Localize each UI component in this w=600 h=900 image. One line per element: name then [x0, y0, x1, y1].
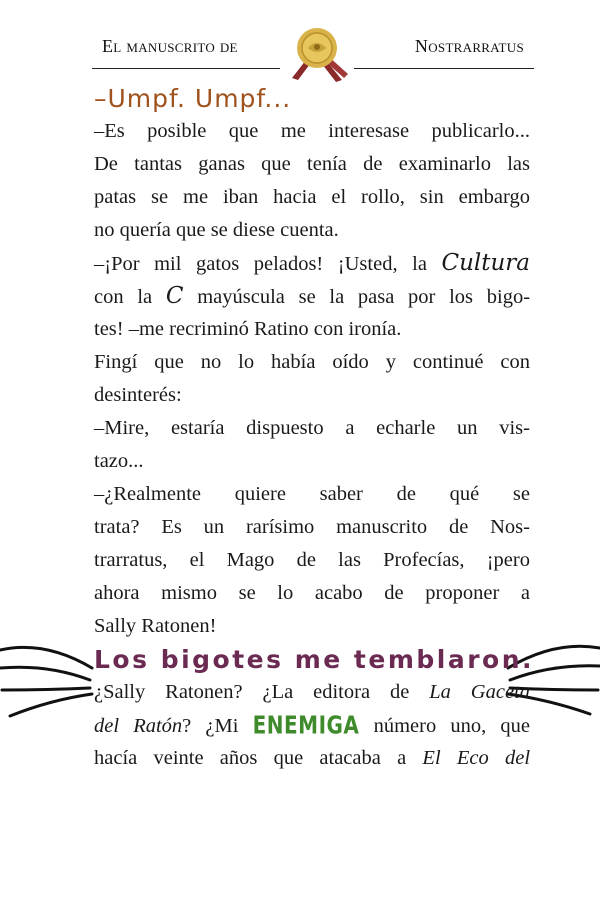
text-line: –Mire, estaría dispuesto a echarle un vis- [94, 417, 530, 439]
text-line [94, 247, 530, 280]
text-line [94, 280, 530, 313]
raton-title: del Ratón [94, 715, 183, 737]
header-left-title: El manuscrito de [102, 36, 238, 56]
text-span: ? ¿Mi [182, 715, 239, 737]
text-line: trarratus, el Mago de las Profecías, ¡pero [94, 549, 530, 571]
text-line: –¿Realmente quiere saber de qué se [94, 483, 530, 505]
text-line: no quería que se diese cuenta. [94, 219, 339, 241]
wax-seal-icon [284, 18, 350, 84]
text-span: mayúscula se la pasa por los bigo- [197, 286, 531, 308]
text-span: número uno, que [373, 715, 530, 737]
text-line: patas se me iban hacia el rollo, sin embargo [94, 186, 530, 208]
text-line [94, 742, 530, 775]
running-header [92, 28, 534, 78]
cultura-word: Cultura [441, 250, 530, 276]
text-span: –¡Por mil gatos pelados! ¡Usted, la [94, 253, 427, 275]
text-line: De tantas ganas que tenía de examinarlo las [94, 153, 530, 175]
umpf-line: –Umpf. Umpf... [94, 84, 292, 113]
c-letter: C [165, 283, 184, 309]
enemiga-word: ENEMIGA [252, 709, 360, 740]
header-rule-right [354, 68, 534, 69]
text-line [94, 709, 530, 742]
header-right-title: Nostrarratus [414, 36, 524, 56]
text-line: tazo... [94, 450, 144, 472]
eco-title: El Eco del [422, 747, 531, 769]
text-span [94, 715, 238, 737]
text-line: trata? Es un rarísimo manuscrito de Nos- [94, 516, 530, 538]
text-span: hacía veinte años que atacaba a [94, 747, 407, 769]
gaceta-title: La Gaceta [429, 681, 530, 703]
text-line: Fingí que no lo había oído y continué con [94, 351, 530, 373]
text-line: tes! –me recriminó Ratino con ironía. [94, 318, 402, 340]
text-line: desinterés: [94, 384, 182, 406]
text-span: con la [94, 286, 153, 308]
header-rule-left [92, 68, 280, 69]
text-line: Sally Ratonen! [94, 615, 217, 637]
text-span: ¿Sally Ratonen? ¿La editora de [94, 681, 410, 703]
text-line: ahora mismo se lo acabo de proponer a [94, 582, 530, 604]
whiskers-trembled-heading: Los bigotes me temblaron. [94, 645, 535, 674]
page-body [94, 82, 535, 775]
text-line: –Es posible que me interesase publicarlo... [94, 120, 530, 142]
